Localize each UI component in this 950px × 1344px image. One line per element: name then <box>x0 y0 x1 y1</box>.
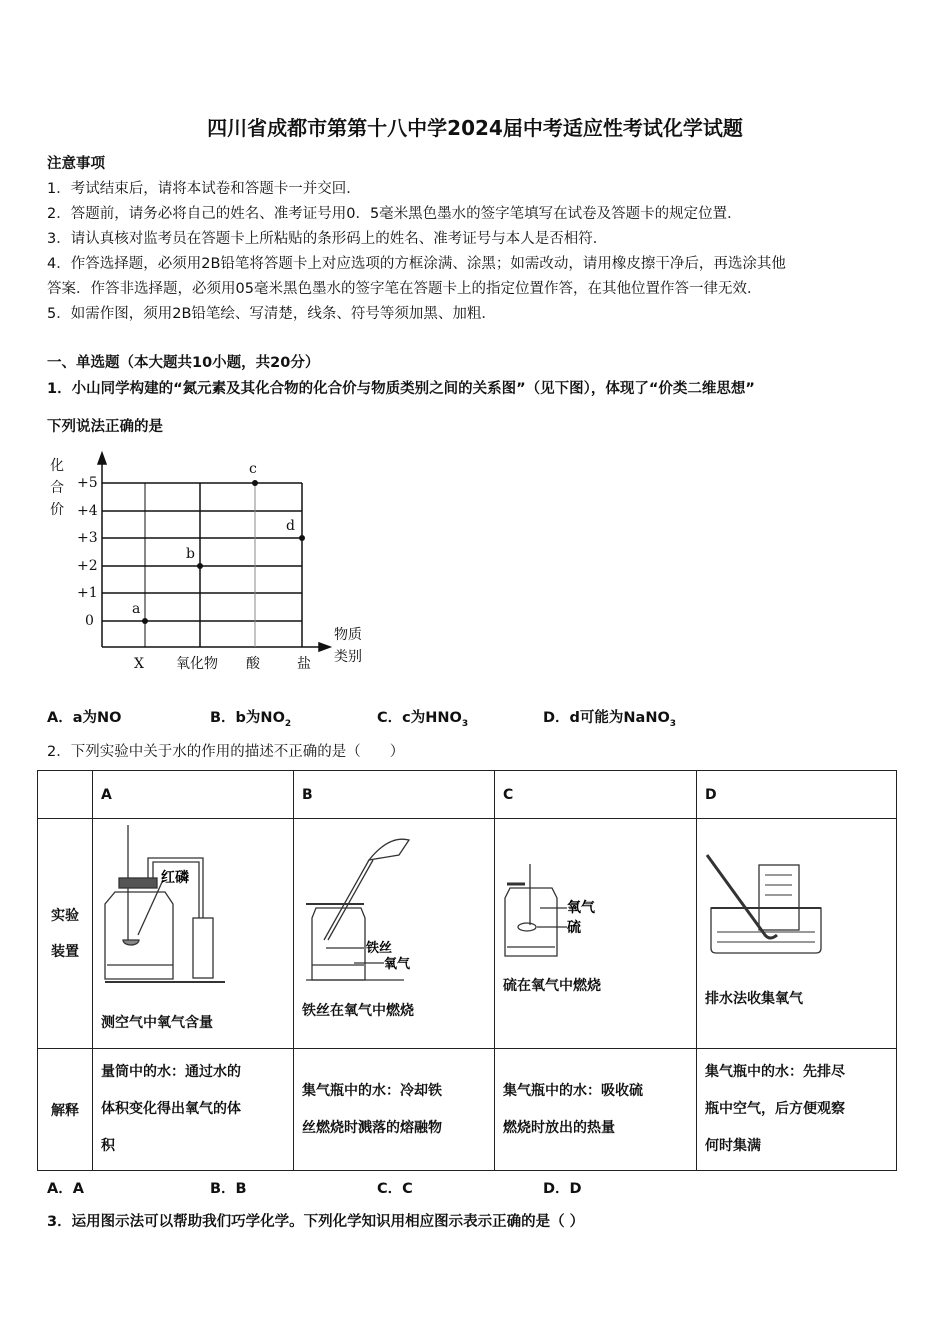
point-d <box>299 535 305 541</box>
row-label-explanation: 解释 <box>38 1049 93 1171</box>
explanation-d: 集气瓶中的水：先排尽 瓶中空气，后方便观察 何时集满 <box>697 1049 897 1171</box>
header-b: B <box>294 771 495 819</box>
caption-c: 硫在氧气中燃烧 <box>503 977 601 994</box>
caption-a: 测空气中氧气含量 <box>101 1014 213 1031</box>
explanation-a: 量筒中的水：通过水的 体积变化得出氧气的体 积 <box>93 1049 294 1171</box>
point-c <box>252 480 258 486</box>
svg-text:类别: 类别 <box>334 649 362 665</box>
q1-option-b[interactable]: B．b为$NO_2$ <box>210 710 292 729</box>
svg-text:氧气: 氧气 <box>567 899 595 916</box>
section-heading: 一、单选题（本大题共10小题，共20分） <box>47 355 320 371</box>
svg-text:+5: +5 <box>77 475 98 491</box>
svg-text:X: X <box>134 656 144 672</box>
svg-text:物质: 物质 <box>334 627 362 643</box>
q1-stem-2: 下列说法正确的是 <box>47 419 163 435</box>
svg-text:化: 化 <box>50 458 64 474</box>
svg-text:盐: 盐 <box>297 656 311 672</box>
apparatus-d <box>697 820 896 1048</box>
svg-text:氧气: 氧气 <box>384 956 411 972</box>
explanation-c: 集气瓶中的水：吸收硫 燃烧时放出的热量 <box>495 1049 697 1171</box>
svg-text:+1: +1 <box>77 585 98 601</box>
point-b <box>197 563 203 569</box>
q1-option-d[interactable]: D．d可能为NaNO$_3$ <box>543 710 677 729</box>
explanation-b: 集气瓶中的水：冷却铁 丝燃烧时溅落的熔融物 <box>294 1049 495 1171</box>
note-item: 1．考试结束后，请将本试卷和答题卡一并交回． <box>47 181 361 197</box>
apparatus-c <box>495 820 696 1048</box>
water-displacement-figure <box>697 820 897 960</box>
sulfur-apparatus-figure <box>495 820 695 960</box>
note-item: 答案．作答非选择题，必须用05毫米黑色墨水的签字笔在答题卡上的指定位置作答，在其他位置作答一律无效． <box>47 281 762 297</box>
svg-text:硫: 硫 <box>567 919 581 936</box>
svg-text:0: 0 <box>85 613 94 629</box>
point-a <box>142 618 148 624</box>
q2-option-c[interactable]: C．C <box>377 1181 413 1197</box>
q3-stem: 3．运用图示法可以帮助我们巧学化学。下列化学知识用相应图示表示正确的是（ ） <box>47 1214 585 1230</box>
svg-text:a: a <box>132 601 141 617</box>
notes-heading: 注意事项 <box>47 156 105 172</box>
q1-stem: 1．小山同学构建的“氮元素及其化合物的化合价与物质类别之间的关系图”（见下图），体现了“价类二维思想” <box>47 381 755 397</box>
q2-option-a[interactable]: A．A <box>47 1181 84 1197</box>
header-c: C <box>495 771 697 819</box>
svg-text:b: b <box>186 546 195 562</box>
header-a: A <box>93 771 294 819</box>
q2-option-d[interactable]: D．D <box>543 1181 582 1197</box>
svg-text:+2: +2 <box>77 558 98 574</box>
svg-text:酸: 酸 <box>246 656 260 672</box>
q2-table <box>37 770 897 1171</box>
svg-text:d: d <box>286 518 295 534</box>
page-title: 四川省成都市第第十八中学2024届中考适应性考试化学试题 <box>207 116 743 140</box>
svg-text:合: 合 <box>50 480 64 496</box>
q1-option-a[interactable]: A．a为NO <box>47 710 122 726</box>
q2-stem: 2．下列实验中关于水的作用的描述不正确的是（ ） <box>47 744 405 760</box>
iron-wire-apparatus-figure <box>294 820 494 990</box>
svg-text:红磷: 红磷 <box>161 869 189 886</box>
q2-option-b[interactable]: B．B <box>210 1181 247 1197</box>
apparatus-b <box>294 820 494 1048</box>
note-item: 2．答题前，请务必将自己的姓名、准考证号用0．5毫米黑色墨水的签字笔填写在试卷及答题卡的规定位置． <box>47 206 742 222</box>
svg-text:价: 价 <box>50 502 64 518</box>
note-item: 4．作答选择题，必须用2B铅笔将答题卡上对应选项的方框涂满、涂黑；如需改动，请用橡皮擦干净后，再选涂其他 <box>47 256 786 272</box>
caption-d: 排水法收集氧气 <box>705 990 803 1007</box>
caption-b: 铁丝在氧气中燃烧 <box>302 1002 414 1019</box>
apparatus-a <box>93 820 293 1048</box>
svg-text:氧化物: 氧化物 <box>176 656 218 672</box>
header-d: D <box>697 771 897 819</box>
valence-class-diagram <box>0 440 400 680</box>
svg-text:+3: +3 <box>77 530 98 546</box>
svg-text:c: c <box>249 461 257 477</box>
note-item: 3．请认真核对监考员在答题卡上所粘贴的条形码上的姓名、准考证号与本人是否相符． <box>47 231 608 247</box>
svg-text:铁丝: 铁丝 <box>366 940 393 956</box>
note-item: 5．如需作图，须用2B铅笔绘、写清楚，线条、符号等须加黑、加粗． <box>47 306 496 322</box>
svg-text:+4: +4 <box>77 503 98 519</box>
phosphorus-apparatus-figure <box>93 820 293 1000</box>
row-label-apparatus: 实验装置 <box>38 819 93 1049</box>
q1-option-c[interactable]: C．c为$HNO_3$ <box>377 710 469 729</box>
